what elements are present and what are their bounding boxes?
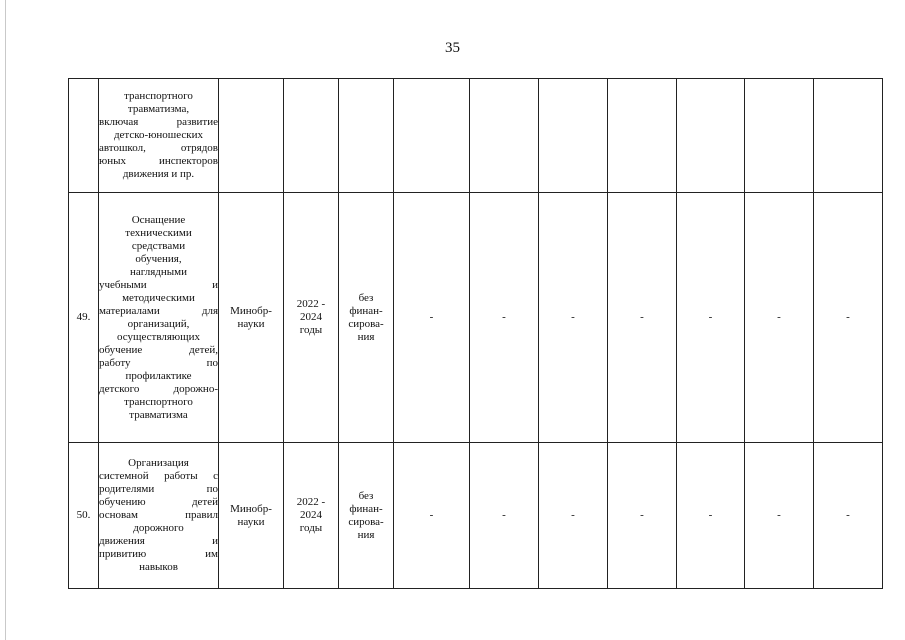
description-line: привитию им <box>99 548 218 560</box>
executor-cell-line: науки <box>237 317 265 330</box>
funding-source-cell-line: ния <box>357 528 375 541</box>
description-line: движения и <box>99 535 218 547</box>
description-line: детского дорожно- <box>99 382 218 395</box>
description-line: обучение детей, <box>99 343 218 356</box>
executor-cell <box>219 443 284 589</box>
description-line: автошкол, отрядов <box>99 142 218 154</box>
description-line: наглядными <box>130 265 187 278</box>
value-cell <box>470 79 539 193</box>
page-number: 35 <box>445 40 460 56</box>
description-line: организаций, <box>127 317 190 330</box>
funding-source-cell-line: без <box>358 489 374 502</box>
value-cell: - <box>608 193 677 443</box>
description-line: работу по <box>99 356 218 369</box>
measure-description-cell <box>99 443 219 589</box>
value-cell: - <box>539 193 608 443</box>
value-cell: - <box>394 193 470 443</box>
funding-source-cell-line: сирова- <box>348 515 384 528</box>
value-cell <box>608 79 677 193</box>
value-cell <box>539 79 608 193</box>
period-cell-line: годы <box>299 324 323 336</box>
funding-source-cell-line: финан- <box>349 304 383 317</box>
description-line: транспортного <box>124 395 193 408</box>
description-line: учебными и <box>99 278 218 291</box>
table-row <box>69 193 883 443</box>
row-number-cell: 50. <box>69 443 99 589</box>
measure-description-cell <box>99 193 219 443</box>
table-row <box>69 443 883 589</box>
description-line: навыков <box>139 561 178 573</box>
funding-source-cell-line: ния <box>357 330 375 343</box>
value-cell <box>814 79 883 193</box>
period-cell-line: 2024 <box>300 311 322 323</box>
description-line: осуществляющих <box>117 330 200 343</box>
period-cell-line: 2022 - <box>296 496 326 508</box>
description-line: системной работы с <box>99 470 218 482</box>
value-cell: - <box>677 193 745 443</box>
value-cell: - <box>814 443 883 589</box>
period-cell-line: 2024 <box>300 509 322 521</box>
value-cell <box>677 79 745 193</box>
value-cell: - <box>470 443 539 589</box>
description-line: Оснащение <box>131 213 186 226</box>
funding-source-cell <box>339 193 394 443</box>
funding-source-cell <box>339 443 394 589</box>
description-line: включая развитие <box>99 116 218 128</box>
value-cell: - <box>470 193 539 443</box>
measures-table <box>68 78 883 589</box>
description-line: обучению детей <box>99 496 218 508</box>
description-line: техническими <box>125 226 192 239</box>
period-cell-line: 2022 - <box>296 298 326 310</box>
value-cell: - <box>814 193 883 443</box>
executor-cell-line: Минобр- <box>230 502 272 515</box>
value-cell: - <box>539 443 608 589</box>
binding-margin-line <box>5 0 6 640</box>
value-cell: - <box>677 443 745 589</box>
funding-source-cell <box>339 79 394 193</box>
row-number-cell <box>69 79 99 193</box>
description-line: травматизма <box>129 408 188 421</box>
description-line: материалами для <box>99 304 218 317</box>
description-line: детско-юношеских <box>113 129 204 141</box>
executor-cell <box>219 193 284 443</box>
executor-cell-line: Минобр- <box>230 304 272 317</box>
funding-source-cell-line: финан- <box>349 502 383 515</box>
funding-source-cell-line: сирова- <box>348 317 384 330</box>
description-line: родителями по <box>99 483 218 495</box>
description-line: Организация <box>128 457 189 469</box>
period-cell <box>284 193 339 443</box>
period-cell-line: годы <box>299 522 323 534</box>
description-line: средствами <box>131 239 186 252</box>
value-cell: - <box>608 443 677 589</box>
value-cell: - <box>394 443 470 589</box>
description-line: методическими <box>122 291 195 304</box>
description-line: транспортного <box>124 90 193 102</box>
description-line: травматизма, <box>127 103 190 115</box>
description-line: юных инспекторов <box>99 155 218 167</box>
executor-cell <box>219 79 284 193</box>
table-row <box>69 79 883 193</box>
period-cell <box>284 79 339 193</box>
value-cell: - <box>745 193 814 443</box>
period-cell <box>284 443 339 589</box>
value-cell <box>745 79 814 193</box>
description-line: движения и пр. <box>122 168 195 180</box>
description-line: дорожного <box>133 522 184 534</box>
description-line: основам правил <box>99 509 218 521</box>
measure-description-cell <box>99 79 219 193</box>
description-line: профилактике <box>125 369 192 382</box>
description-line: обучения, <box>135 252 182 265</box>
value-cell: - <box>745 443 814 589</box>
value-cell <box>394 79 470 193</box>
executor-cell-line: науки <box>237 515 265 528</box>
funding-source-cell-line: без <box>358 291 374 304</box>
row-number-cell: 49. <box>69 193 99 443</box>
